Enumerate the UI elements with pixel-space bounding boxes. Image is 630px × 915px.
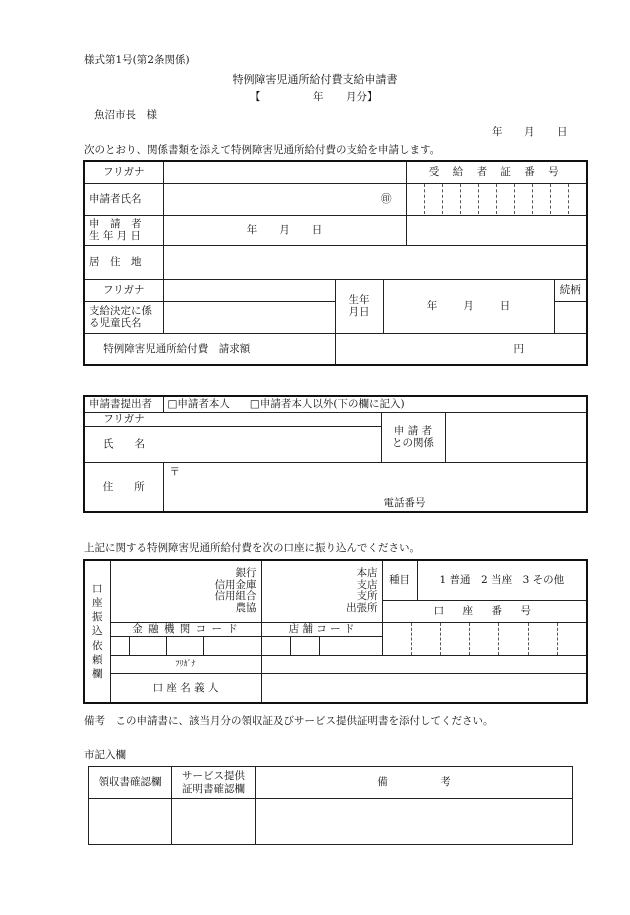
holder-name-label: 口 座 名 義 人 xyxy=(110,673,261,703)
form-title: 特例障害児通所給付費支給申請書 xyxy=(232,73,398,86)
child-birth-label: 生年 月日 xyxy=(335,279,383,333)
account-kind-area xyxy=(382,560,587,622)
kind-options[interactable]: 1 普通 2 当座 3 その他 xyxy=(439,574,565,587)
bank-code-box-2[interactable] xyxy=(129,636,166,655)
branch-type-options[interactable]: 本店 支店 支所 出張所 xyxy=(261,560,382,622)
address-label: 居 住 地 xyxy=(84,245,163,279)
furigana-input[interactable] xyxy=(163,161,406,183)
date-day: 日 xyxy=(557,126,568,138)
submitter-options xyxy=(163,396,587,412)
relation-label: 続柄 xyxy=(554,279,587,301)
holder-furigana-label: ﾌﾘｶﾞﾅ xyxy=(110,655,261,673)
cert-number-boxes[interactable] xyxy=(406,183,587,215)
applicant-birth-input[interactable]: 年 月 日 xyxy=(163,215,406,245)
date-month: 月 xyxy=(524,126,535,138)
claim-amount-input[interactable]: 円 xyxy=(335,333,587,365)
period-year: 年 xyxy=(313,91,324,103)
submitter-name-input[interactable] xyxy=(163,426,381,462)
period-month: 月分】 xyxy=(346,91,378,103)
child-name-label: 支給決定に係 る児童氏名 xyxy=(84,301,163,333)
submitter-label: 申請書提出者 xyxy=(84,396,163,412)
office-heading: 市記入欄 xyxy=(84,749,126,761)
phone-label: 電話番号 xyxy=(383,496,426,509)
child-birth-input[interactable]: 年 月 日 xyxy=(383,279,554,333)
submitter-address-input[interactable] xyxy=(163,462,587,512)
receipt-check-input[interactable] xyxy=(89,799,172,845)
applicant-table xyxy=(83,160,588,366)
bank-code-box-1[interactable] xyxy=(110,636,129,655)
applicant-name-label: 申請者氏名 xyxy=(84,183,163,215)
form-number: 様式第1号(第2条関係) xyxy=(84,54,190,66)
cert-number-label: 受 給 者 証 番 号 xyxy=(406,161,587,183)
service-check-input[interactable] xyxy=(172,799,256,845)
child-furigana-label: フリガナ xyxy=(84,279,163,301)
account-number-label: 口 座 番 号 xyxy=(433,604,536,617)
holder-name-input[interactable] xyxy=(261,673,587,703)
applicant-birth-extra xyxy=(406,215,587,245)
submitter-name-label: 氏 名 xyxy=(84,426,163,462)
submitter-relation-label: 申 請 者 との関係 xyxy=(381,412,445,462)
bank-code-box-4[interactable] xyxy=(203,636,261,655)
receipt-check-label: 領収書確認欄 xyxy=(89,767,172,799)
branch-code-box-1[interactable] xyxy=(261,636,290,655)
option-other-checkbox[interactable]: □申請者本人以外(下の欄に記入) xyxy=(249,398,405,411)
seal-mark: ㊞ xyxy=(381,192,392,205)
kind-label: 種目 xyxy=(383,561,418,600)
submitter-relation-input[interactable] xyxy=(445,412,587,462)
bank-code-label: 金 融 機 関 コ ー ド xyxy=(110,622,261,636)
applicant-name-input[interactable] xyxy=(163,183,406,215)
relation-input[interactable] xyxy=(554,301,587,333)
submitter-furigana-input[interactable] xyxy=(163,412,381,426)
submitter-table xyxy=(83,395,588,513)
account-number-boxes[interactable] xyxy=(382,622,587,655)
applicant-birth-label: 申 請 者 生 年 月 日 xyxy=(84,215,163,245)
submitter-furigana-label: フリガナ xyxy=(84,412,163,426)
branch-code-label: 店 舗 コ ー ド xyxy=(261,622,382,636)
intro-text: 次のとおり、関係書類を添えて特例障害児通所給付費の支給を申請します。 xyxy=(84,144,441,156)
bank-type-options[interactable]: 銀行 信用金庫 信用組合 農協 xyxy=(110,560,261,622)
office-remarks-input[interactable] xyxy=(256,799,573,845)
option-self-checkbox[interactable]: □申請者本人 xyxy=(167,398,230,411)
addressee: 魚沼市長 様 xyxy=(94,109,157,121)
address-input[interactable] xyxy=(163,245,587,279)
bank-intro: 上記に関する特例障害児通所給付費を次の口座に振り込んでください。 xyxy=(84,542,420,554)
service-check-label: サービス提供 証明書確認欄 xyxy=(172,767,256,799)
remarks-note: 備考 この申請書に、該当月分の領収証及びサービス提供証明書を添付してください。 xyxy=(84,715,494,727)
bank-side-label: 口 座 振 込 依 頼 欄 xyxy=(84,560,110,703)
office-table xyxy=(88,766,573,845)
postal-mark: 〒 xyxy=(169,465,180,478)
branch-code-box-2[interactable] xyxy=(290,636,319,655)
office-remarks-label: 備 考 xyxy=(256,767,573,799)
bank-code-box-3[interactable] xyxy=(166,636,203,655)
period-open: 【 xyxy=(250,91,261,103)
date-year: 年 xyxy=(492,126,503,138)
branch-code-box-3[interactable] xyxy=(319,636,382,655)
bank-table xyxy=(83,559,588,704)
child-name-input[interactable] xyxy=(163,301,335,333)
submitter-address-label: 住 所 xyxy=(84,462,163,512)
child-furigana-input[interactable] xyxy=(163,279,335,301)
holder-furigana-input[interactable] xyxy=(261,655,587,673)
furigana-label: フリガナ xyxy=(84,161,163,183)
claim-label: 特例障害児通所給付費 請求額 xyxy=(84,333,335,365)
